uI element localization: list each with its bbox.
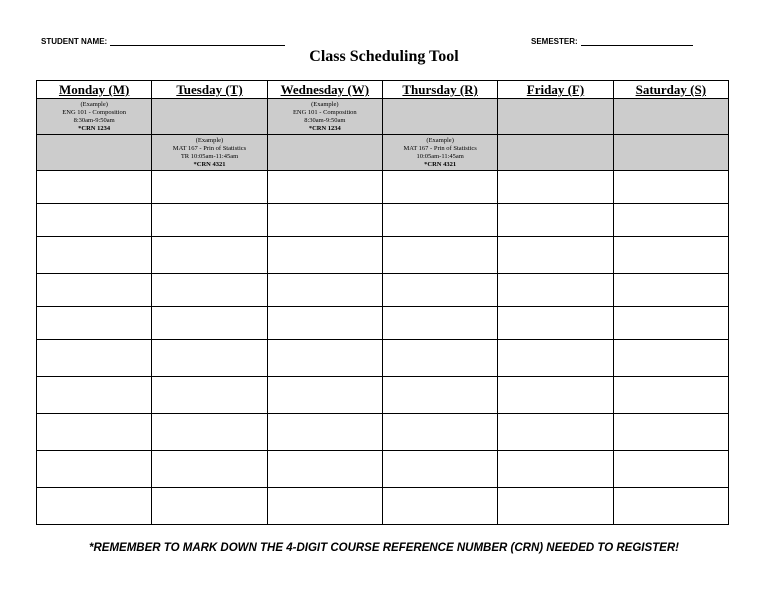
semester-line[interactable]: [581, 36, 693, 46]
schedule-cell[interactable]: [382, 377, 497, 414]
schedule-row: [37, 488, 729, 525]
schedule-cell[interactable]: [267, 171, 382, 204]
schedule-cell[interactable]: [613, 377, 728, 414]
schedule-cell[interactable]: [382, 307, 497, 340]
schedule-cell[interactable]: [152, 488, 267, 525]
schedule-cell[interactable]: [37, 135, 152, 171]
schedule-cell[interactable]: [37, 171, 152, 204]
schedule-table: [36, 80, 729, 525]
schedule-cell[interactable]: [152, 99, 267, 135]
schedule-row: [37, 307, 729, 340]
schedule-cell[interactable]: [498, 340, 613, 377]
example-course: ENG 101 - Composition: [292, 108, 357, 116]
schedule-cell[interactable]: [37, 307, 152, 340]
schedule-cell[interactable]: [37, 451, 152, 488]
schedule-cell[interactable]: [37, 340, 152, 377]
example-course: ENG 101 - Composition: [62, 108, 127, 116]
schedule-row: [37, 340, 729, 377]
schedule-row: [37, 274, 729, 307]
schedule-cell[interactable]: [152, 171, 267, 204]
page-title: Class Scheduling Tool: [309, 48, 459, 65]
schedule-cell[interactable]: [152, 340, 267, 377]
schedule-cell[interactable]: [382, 414, 497, 451]
schedule-row: [37, 377, 729, 414]
schedule-cell[interactable]: [498, 135, 613, 171]
student-name-field[interactable]: [41, 36, 285, 46]
schedule-cell[interactable]: [613, 414, 728, 451]
schedule-cell[interactable]: [267, 204, 382, 237]
semester-label: SEMESTER:: [531, 37, 578, 46]
schedule-cell[interactable]: [152, 237, 267, 274]
schedule-cell[interactable]: [498, 377, 613, 414]
example-crn: *CRN 4321: [193, 160, 226, 168]
schedule-cell[interactable]: [613, 307, 728, 340]
example-crn: *CRN 1234: [308, 124, 341, 132]
schedule-cell[interactable]: [152, 204, 267, 237]
example-time: 8:30am-9:50am: [304, 116, 346, 124]
example-crn: *CRN 4321: [424, 160, 457, 168]
schedule-cell[interactable]: [267, 414, 382, 451]
crn-reminder: *REMEMBER TO MARK DOWN THE 4-DIGIT COURSE REFERENCE NUMBER (CRN) NEEDED TO REGISTER!: [89, 542, 679, 554]
example-tag: (Example): [311, 100, 339, 108]
student-name-label: STUDENT NAME:: [41, 37, 108, 46]
schedule-row: [37, 171, 729, 204]
schedule-cell[interactable]: [613, 451, 728, 488]
schedule-cell[interactable]: [37, 377, 152, 414]
schedule-cell[interactable]: [382, 340, 497, 377]
schedule-cell[interactable]: [613, 488, 728, 525]
schedule-cell[interactable]: [498, 414, 613, 451]
example-course: MAT 167 - Prin of Statistics: [403, 144, 477, 152]
schedule-cell[interactable]: [382, 274, 497, 307]
schedule-cell[interactable]: [498, 274, 613, 307]
schedule-cell[interactable]: [37, 414, 152, 451]
schedule-row: [37, 204, 729, 237]
example-crn: *CRN 1234: [78, 124, 111, 132]
example-cell-monday: [37, 99, 152, 135]
schedule-cell[interactable]: [37, 237, 152, 274]
day-header-friday: Friday (F): [498, 81, 613, 99]
schedule-row: [37, 451, 729, 488]
schedule-cell[interactable]: [613, 274, 728, 307]
example-cell-tuesday: [152, 135, 267, 171]
schedule-cell[interactable]: [498, 237, 613, 274]
example-row-2: [37, 135, 729, 171]
schedule-cell[interactable]: [382, 171, 497, 204]
schedule-row: [37, 414, 729, 451]
schedule-cell[interactable]: [267, 237, 382, 274]
day-header-saturday: Saturday (S): [613, 81, 728, 99]
schedule-cell[interactable]: [613, 237, 728, 274]
example-tag: (Example): [426, 136, 454, 144]
schedule-cell[interactable]: [267, 340, 382, 377]
day-header-wednesday: Wednesday (W): [267, 81, 382, 99]
example-time: TR 10:05am-11:45am: [180, 152, 239, 160]
schedule-cell[interactable]: [152, 307, 267, 340]
day-header-monday: Monday (M): [37, 81, 152, 99]
schedule-cell[interactable]: [382, 488, 497, 525]
schedule-cell[interactable]: [267, 451, 382, 488]
schedule-cell[interactable]: [382, 237, 497, 274]
example-row-1: [37, 99, 729, 135]
schedule-cell[interactable]: [37, 274, 152, 307]
schedule-cell[interactable]: [498, 204, 613, 237]
student-name-line[interactable]: [110, 36, 285, 46]
schedule-cell[interactable]: [613, 135, 728, 171]
schedule-cell[interactable]: [267, 274, 382, 307]
schedule-cell[interactable]: [267, 377, 382, 414]
schedule-row: [37, 237, 729, 274]
example-time: 8:30am-9:50am: [73, 116, 115, 124]
schedule-cell[interactable]: [152, 414, 267, 451]
day-header-row: [37, 81, 729, 99]
schedule-cell[interactable]: [498, 451, 613, 488]
schedule-cell[interactable]: [267, 488, 382, 525]
schedule-cell[interactable]: [382, 451, 497, 488]
schedule-cell[interactable]: [152, 451, 267, 488]
schedule-cell[interactable]: [382, 204, 497, 237]
schedule-cell[interactable]: [37, 204, 152, 237]
schedule-cell[interactable]: [152, 377, 267, 414]
schedule-cell[interactable]: [382, 99, 497, 135]
schedule-cell[interactable]: [37, 488, 152, 525]
example-time: 10:05am-11:45am: [416, 152, 464, 160]
example-cell-wednesday: [267, 99, 382, 135]
schedule-cell[interactable]: [267, 135, 382, 171]
example-course: MAT 167 - Prin of Statistics: [172, 144, 247, 152]
schedule-cell[interactable]: [498, 171, 613, 204]
example-tag: (Example): [80, 100, 108, 108]
day-header-tuesday: Tuesday (T): [152, 81, 267, 99]
example-cell-thursday: [382, 135, 497, 171]
day-header-thursday: Thursday (R): [382, 81, 497, 99]
semester-field[interactable]: [531, 36, 693, 46]
schedule-cell[interactable]: [498, 99, 613, 135]
schedule-cell[interactable]: [613, 171, 728, 204]
schedule-cell[interactable]: [613, 99, 728, 135]
schedule-cell[interactable]: [613, 340, 728, 377]
schedule-cell[interactable]: [152, 274, 267, 307]
example-tag: (Example): [195, 136, 224, 144]
schedule-cell[interactable]: [498, 488, 613, 525]
schedule-cell[interactable]: [267, 307, 382, 340]
schedule-cell[interactable]: [498, 307, 613, 340]
blank-rows: [37, 171, 729, 525]
schedule-cell[interactable]: [613, 204, 728, 237]
